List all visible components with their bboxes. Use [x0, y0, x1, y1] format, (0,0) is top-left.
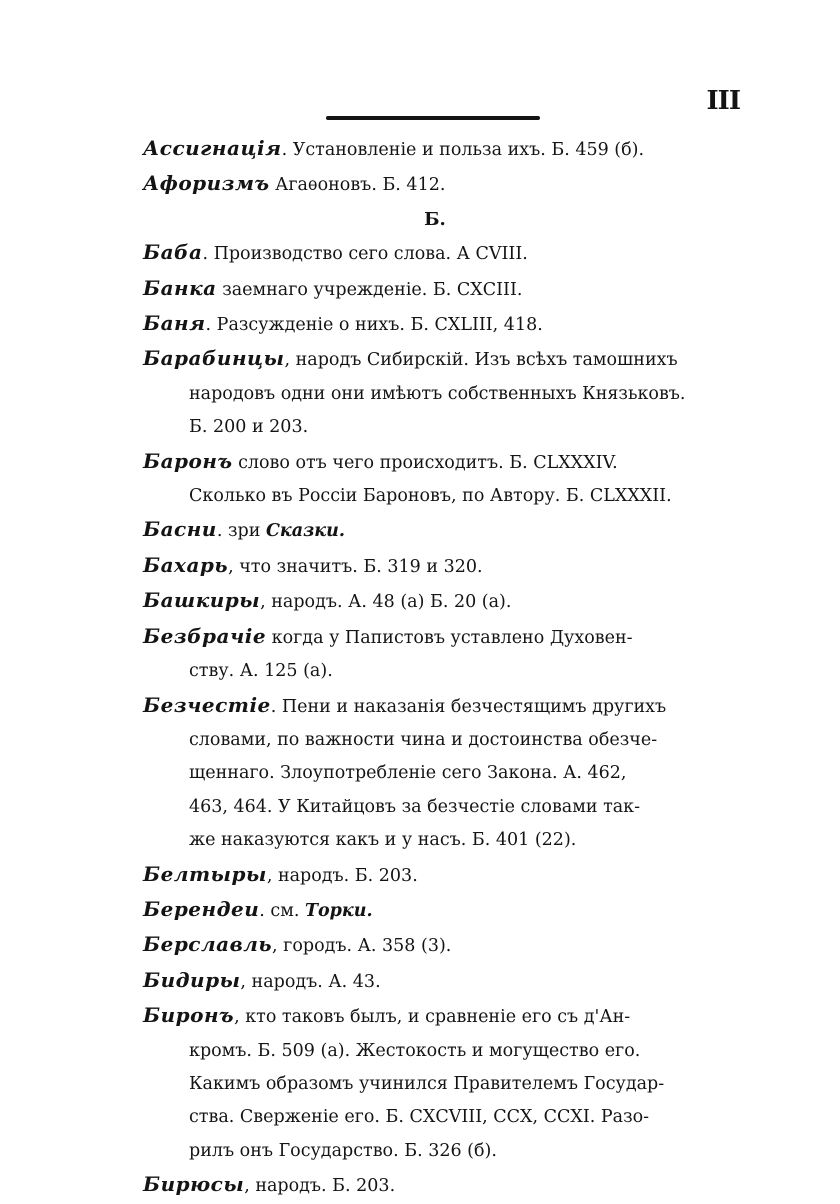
index-entry	[143, 513, 773, 548]
entry-text: , что значитъ. Б. 319 и 320.	[228, 556, 483, 577]
index-entry	[143, 132, 773, 167]
entry-continuation: щеннаго. Злоупотребленiе сего Закона. А. 462,	[189, 763, 627, 784]
page-number: III	[706, 86, 740, 116]
index-entry	[143, 167, 773, 202]
entry-text: когда у Папистовъ уставлено Духовен-	[266, 627, 633, 648]
entry-text: , народъ. Б. 203.	[266, 865, 418, 886]
index-entry	[143, 584, 773, 619]
entry-continuation: народовъ одни они имѣютъ собственныхъ Князьковъ.	[189, 383, 686, 404]
entry-headword: Баронъ	[143, 448, 233, 473]
index-entry	[143, 620, 773, 689]
entry-text: . см.	[259, 900, 305, 921]
index-entry	[143, 999, 773, 1168]
cross-reference: Сказки.	[265, 521, 345, 542]
entry-headword: Безчестiе	[143, 692, 271, 717]
entry-text: , народъ. А. 48 (а) Б. 20 (а).	[260, 592, 512, 613]
section-letter: Б.	[424, 208, 446, 230]
entry-headword: Барабинцы	[143, 346, 285, 371]
entry-headword: Баба	[143, 240, 203, 265]
entry-text: , городъ. А. 358 (3).	[272, 936, 452, 957]
cross-reference: Торки.	[304, 900, 373, 921]
entry-headword: Безбрачiе	[143, 623, 267, 648]
entry-continuation: 463, 464. У Китайцовъ за безчестiе словами так-	[189, 796, 641, 817]
entry-text: . Производство сего слова. А СVIII.	[202, 244, 528, 265]
entry-text: , народъ. А. 43.	[240, 971, 381, 992]
index-entry	[143, 272, 773, 307]
entry-text: . зри	[216, 521, 266, 542]
entry-headword: Бидиры	[143, 967, 241, 992]
entry-headword: Белтыры	[143, 861, 267, 886]
index-entry	[143, 964, 773, 999]
entry-text: . Установленiе и польза ихъ. Б. 459 (б).	[281, 140, 645, 160]
entry-continuation: словами, по важности чина и достоинства обезче-	[189, 729, 658, 750]
entry-headword: Берендеи	[143, 896, 260, 921]
header-rule	[326, 116, 540, 120]
entry-headword: Банка	[143, 275, 217, 300]
entry-text: Агаѳоновъ. Б. 412.	[269, 175, 446, 196]
index-entry	[143, 689, 773, 858]
entry-headword: Бирюсы	[143, 1172, 245, 1197]
entry-continuation: кромъ. Б. 509 (а). Жестокость и могущество его.	[189, 1040, 641, 1061]
entry-text: , народъ. Б. 203.	[244, 1176, 396, 1197]
entry-continuation: Б. 200 и 203.	[189, 417, 309, 438]
entry-headword: Берславль	[143, 932, 273, 957]
entry-continuation: Какимъ образомъ учинился Правителемъ Государ-	[189, 1073, 665, 1094]
entry-text: . Пени и наказанiя безчестящимъ другихъ	[270, 696, 667, 717]
entry-continuation: рилъ онъ Государство. Б. 326 (б).	[189, 1140, 497, 1161]
entry-headword: Баня	[143, 311, 206, 336]
entry-text: , народъ Сибирскiй. Изъ всѣхъ тамошнихъ	[284, 350, 678, 371]
index-entries	[143, 132, 773, 1204]
entry-headword: Башкиры	[143, 588, 261, 613]
entry-continuation: Сколько въ Россiи Бароновъ, по Автору. Б. СLХХХII.	[189, 486, 672, 507]
entry-continuation: же наказуются какъ и у насъ. Б. 401 (22).	[189, 830, 577, 851]
entry-text: заемнаго учрежденiе. Б. СХСIII.	[216, 279, 523, 300]
entry-text: . Разсужденiе о нихъ. Б. СХLIII, 418.	[205, 315, 543, 336]
entry-text: , кто таковъ былъ, и сравненiе его съ д'Ан-	[234, 1007, 631, 1028]
index-entry	[143, 928, 773, 963]
index-entry	[143, 858, 773, 893]
index-entry	[143, 893, 773, 928]
entry-continuation: ству. А. 125 (а).	[189, 661, 333, 682]
entry-headword: Бахарь	[143, 552, 229, 577]
entry-headword: Басни	[143, 517, 217, 542]
index-entry	[143, 342, 773, 444]
index-entry	[143, 236, 773, 271]
entry-headword: Афоризмъ	[143, 171, 270, 196]
index-entry	[143, 549, 773, 584]
index-entry	[143, 445, 773, 514]
index-entry	[143, 307, 773, 342]
entry-headword: Биронъ	[143, 1003, 235, 1028]
entry-headword: Ассигнацiя	[143, 136, 282, 160]
entry-continuation: ства. Сверженiе его. Б. СХСVIII, ССХ, ССХI. Разо-	[189, 1107, 650, 1128]
index-entry	[143, 1168, 773, 1203]
entry-text: слово отъ чего происходитъ. Б. СLХХХIV.	[232, 452, 618, 473]
